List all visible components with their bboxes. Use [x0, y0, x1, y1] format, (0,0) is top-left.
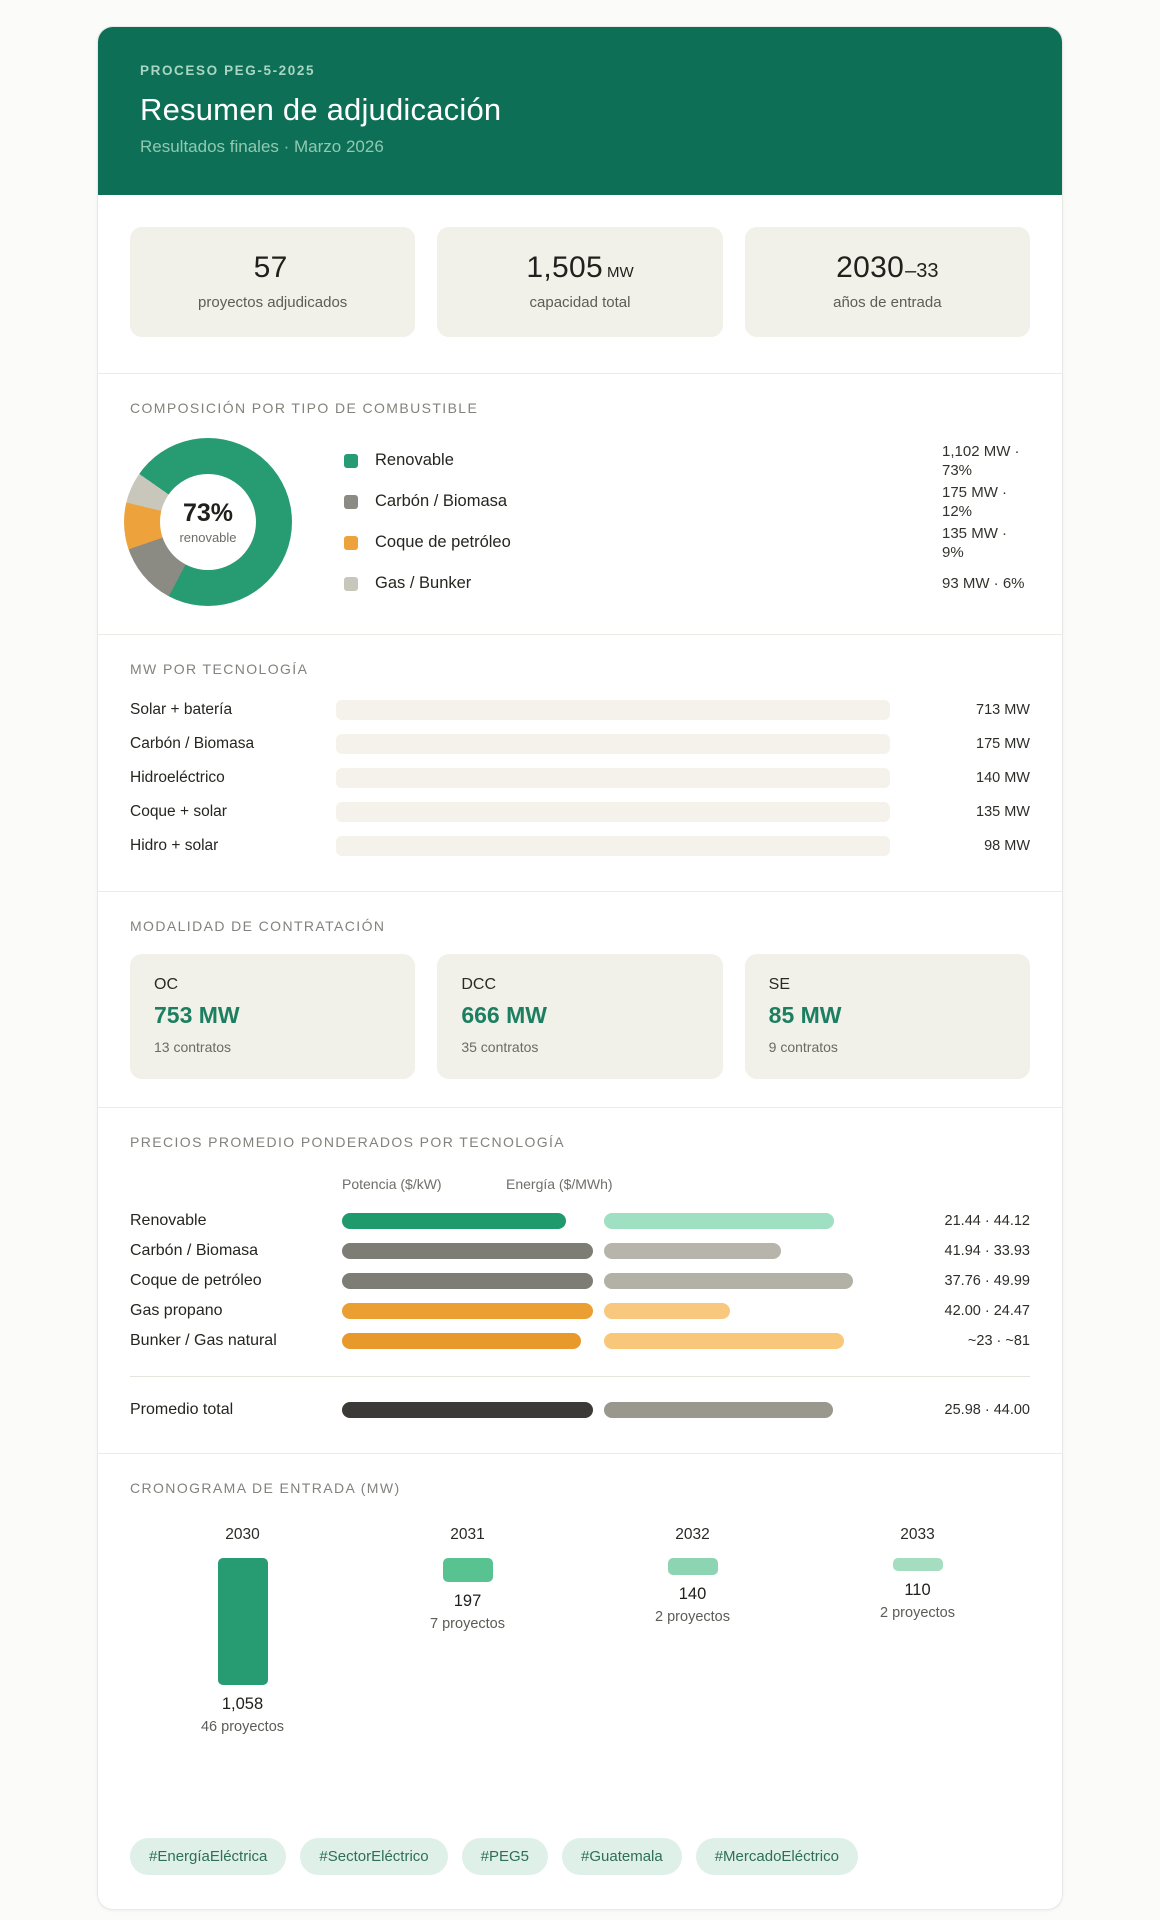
legend-label: Carbón / Biomasa: [375, 492, 508, 510]
stat-card-projects: [130, 227, 415, 337]
legend-item: [344, 522, 1030, 563]
price-value: ~23 · ~81: [967, 1333, 1030, 1349]
legend-label: Coque de petróleo: [375, 533, 511, 551]
schedule-bar: [218, 1558, 268, 1685]
energia-bar: [604, 1333, 844, 1349]
modality-card-oc: [130, 954, 415, 1079]
section-modality: [98, 891, 1062, 1107]
schedule-value: 140: [678, 1585, 707, 1603]
tech-row: [130, 693, 1030, 727]
tech-row: [130, 761, 1030, 795]
energia-bar: [604, 1243, 781, 1259]
section-schedule: [98, 1453, 1062, 1836]
schedule-column: [130, 1526, 355, 1808]
year-label: 2032: [675, 1526, 710, 1543]
schedule-bar: [443, 1558, 493, 1582]
price-row: [130, 1266, 1030, 1296]
technology-bars: [130, 693, 1030, 863]
section-title: PRECIOS PROMEDIO PONDERADOS POR TECNOLOGÍA: [130, 1134, 566, 1150]
hashtag-energia-electrica[interactable]: #EnergíaEléctrica: [130, 1838, 286, 1875]
potencia-zone: [342, 1213, 604, 1229]
potencia-zone: [342, 1402, 604, 1418]
potencia-bar: [342, 1303, 593, 1319]
modality-mw: 753 MW: [154, 1002, 240, 1028]
tech-label: Carbón / Biomasa: [130, 735, 255, 752]
energia-bar: [604, 1213, 834, 1229]
price-value: 37.76 · 49.99: [944, 1273, 1030, 1289]
price-label: Promedio total: [130, 1401, 234, 1418]
bar-track: [336, 734, 890, 754]
section-title: CRONOGRAMA DE ENTRADA (MW): [130, 1480, 401, 1496]
price-label: Bunker / Gas natural: [130, 1332, 277, 1349]
section-title: MODALIDAD DE CONTRATACIÓN: [130, 918, 386, 934]
schedule-column: [355, 1526, 580, 1808]
tech-row: [130, 829, 1030, 863]
modality-contracts: 35 contratos: [461, 1039, 539, 1055]
hashtag-mercado-electrico[interactable]: #MercadoEléctrico: [696, 1838, 858, 1875]
tech-label: Hidro + solar: [130, 837, 219, 854]
prices-divider: [130, 1376, 1030, 1377]
energia-zone: [604, 1303, 862, 1319]
schedule-bar: [668, 1558, 718, 1575]
year-label: 2033: [900, 1526, 935, 1543]
stat-card-years: [745, 227, 1030, 337]
legend-item: [344, 481, 1030, 522]
potencia-bar: [342, 1402, 593, 1418]
section-composition: [98, 373, 1062, 634]
bar-track: [336, 802, 890, 822]
energia-bar: [604, 1402, 833, 1418]
energia-zone: [604, 1273, 862, 1289]
price-label: Coque de petróleo: [130, 1272, 262, 1289]
donut-chart: [124, 438, 292, 606]
bar-track: [336, 700, 890, 720]
schedule-value: 1,058: [221, 1695, 264, 1713]
schedule-bar: [893, 1558, 943, 1571]
potencia-zone: [342, 1303, 604, 1319]
price-label: Renovable: [130, 1212, 207, 1229]
modality-contracts: 13 contratos: [154, 1039, 232, 1055]
schedule-projects: 46 proyectos: [200, 1719, 285, 1735]
price-total-row: [130, 1395, 1030, 1425]
tech-value: 175 MW: [976, 736, 1030, 752]
tech-label: Hidroeléctrico: [130, 769, 225, 786]
schedule-chart: [130, 1526, 1030, 1808]
donut-center-label: renovable: [179, 530, 237, 545]
price-value: 41.94 · 33.93: [944, 1243, 1030, 1259]
modality-code: SE: [768, 976, 790, 993]
legend-value: 1,102 MW · 73%: [942, 442, 1020, 479]
tech-value: 98 MW: [984, 838, 1030, 854]
modality-mw: 666 MW: [461, 1002, 547, 1028]
header: [98, 27, 1062, 195]
energia-zone: [604, 1333, 862, 1349]
legend-swatch-renovable: [344, 454, 358, 468]
tech-value: 140 MW: [976, 770, 1030, 786]
hashtag-guatemala[interactable]: #Guatemala: [562, 1838, 682, 1875]
legend-value: 135 MW · 9%: [942, 524, 1008, 561]
energia-bar: [604, 1303, 730, 1319]
price-value: 21.44 · 44.12: [944, 1213, 1030, 1229]
section-prices: [98, 1107, 1062, 1453]
price-row: [130, 1296, 1030, 1326]
modality-contracts: 9 contratos: [768, 1039, 838, 1055]
price-label: Gas propano: [130, 1302, 223, 1319]
donut-center: [160, 474, 256, 570]
section-title: MW POR TECNOLOGÍA: [130, 661, 309, 677]
tech-label: Solar + batería: [130, 701, 233, 718]
modality-code: DCC: [461, 976, 496, 993]
energia-zone: [604, 1213, 862, 1229]
process-code: PROCESO PEG-5-2025: [140, 63, 316, 78]
schedule-value: 197: [453, 1592, 482, 1610]
legend-swatch-carbon: [344, 495, 358, 509]
energia-zone: [604, 1243, 862, 1259]
potencia-zone: [342, 1273, 604, 1289]
stat-value: 2030–33: [836, 251, 939, 284]
modality-cards: [130, 954, 1030, 1079]
potencia-bar: [342, 1273, 593, 1289]
schedule-projects: 2 proyectos: [880, 1605, 955, 1621]
section-title: COMPOSICIÓN POR TIPO DE COMBUSTIBLE: [130, 400, 479, 416]
price-value: 25.98 · 44.00: [944, 1402, 1030, 1418]
stat-value: 57: [253, 251, 288, 284]
legend-label: Renovable: [375, 451, 454, 469]
modality-mw: 85 MW: [768, 1002, 842, 1028]
bar-track: [336, 768, 890, 788]
price-row: [130, 1206, 1030, 1236]
tech-value: 713 MW: [976, 702, 1030, 718]
hashtag-sector-electrico[interactable]: #SectorEléctrico: [300, 1838, 447, 1875]
modality-card-dcc: [437, 954, 722, 1079]
hashtag-row: [98, 1836, 1062, 1909]
price-row: [130, 1236, 1030, 1266]
tech-label: Coque + solar: [130, 803, 227, 820]
col-header-potencia: Potencia ($/kW): [342, 1176, 442, 1192]
legend-item: [344, 440, 1030, 481]
prices-column-headers: [342, 1176, 1030, 1192]
schedule-column: [580, 1526, 805, 1808]
energia-zone: [604, 1402, 862, 1418]
legend-swatch-gas: [344, 577, 358, 591]
col-header-energia: Energía ($/MWh): [506, 1176, 613, 1192]
legend-item: [344, 563, 1030, 604]
donut-center-value: 73%: [182, 499, 234, 527]
potencia-bar: [342, 1213, 566, 1229]
schedule-projects: 2 proyectos: [655, 1609, 730, 1625]
modality-card-se: [745, 954, 1030, 1079]
price-value: 42.00 · 24.47: [944, 1303, 1030, 1319]
potencia-zone: [342, 1243, 604, 1259]
legend-swatch-coque: [344, 536, 358, 550]
tech-row: [130, 795, 1030, 829]
legend-value: 93 MW · 6%: [942, 575, 1025, 592]
stat-value: 1,505 MW: [526, 251, 634, 284]
page-title: Resumen de adjudicación: [140, 92, 502, 127]
section-technology: [98, 634, 1062, 891]
stat-label: capacidad total: [529, 294, 631, 311]
year-label: 2031: [450, 1526, 485, 1543]
stat-label: años de entrada: [833, 294, 942, 311]
composition-body: [130, 438, 1030, 606]
potencia-bar: [342, 1333, 581, 1349]
schedule-projects: 7 proyectos: [430, 1616, 505, 1632]
summary-card: [97, 26, 1063, 1910]
donut-legend: [344, 440, 1030, 604]
schedule-column: [805, 1526, 1030, 1808]
legend-label: Gas / Bunker: [375, 574, 472, 592]
price-label: Carbón / Biomasa: [130, 1242, 259, 1259]
schedule-value: 110: [904, 1581, 931, 1599]
modality-code: OC: [154, 976, 178, 993]
potencia-zone: [342, 1333, 604, 1349]
hashtag-peg5[interactable]: #PEG5: [462, 1838, 548, 1875]
energia-bar: [604, 1273, 853, 1289]
stat-label: proyectos adjudicados: [198, 294, 348, 311]
tech-value: 135 MW: [976, 804, 1030, 820]
potencia-bar: [342, 1243, 593, 1259]
year-label: 2030: [225, 1526, 260, 1543]
stats-row: [98, 195, 1062, 373]
bar-track: [336, 836, 890, 856]
legend-value: 175 MW · 12%: [942, 483, 1008, 520]
page-subtitle: Resultados finales · Marzo 2026: [140, 137, 384, 156]
tech-row: [130, 727, 1030, 761]
stat-card-capacity: [437, 227, 722, 337]
price-row: [130, 1326, 1030, 1356]
